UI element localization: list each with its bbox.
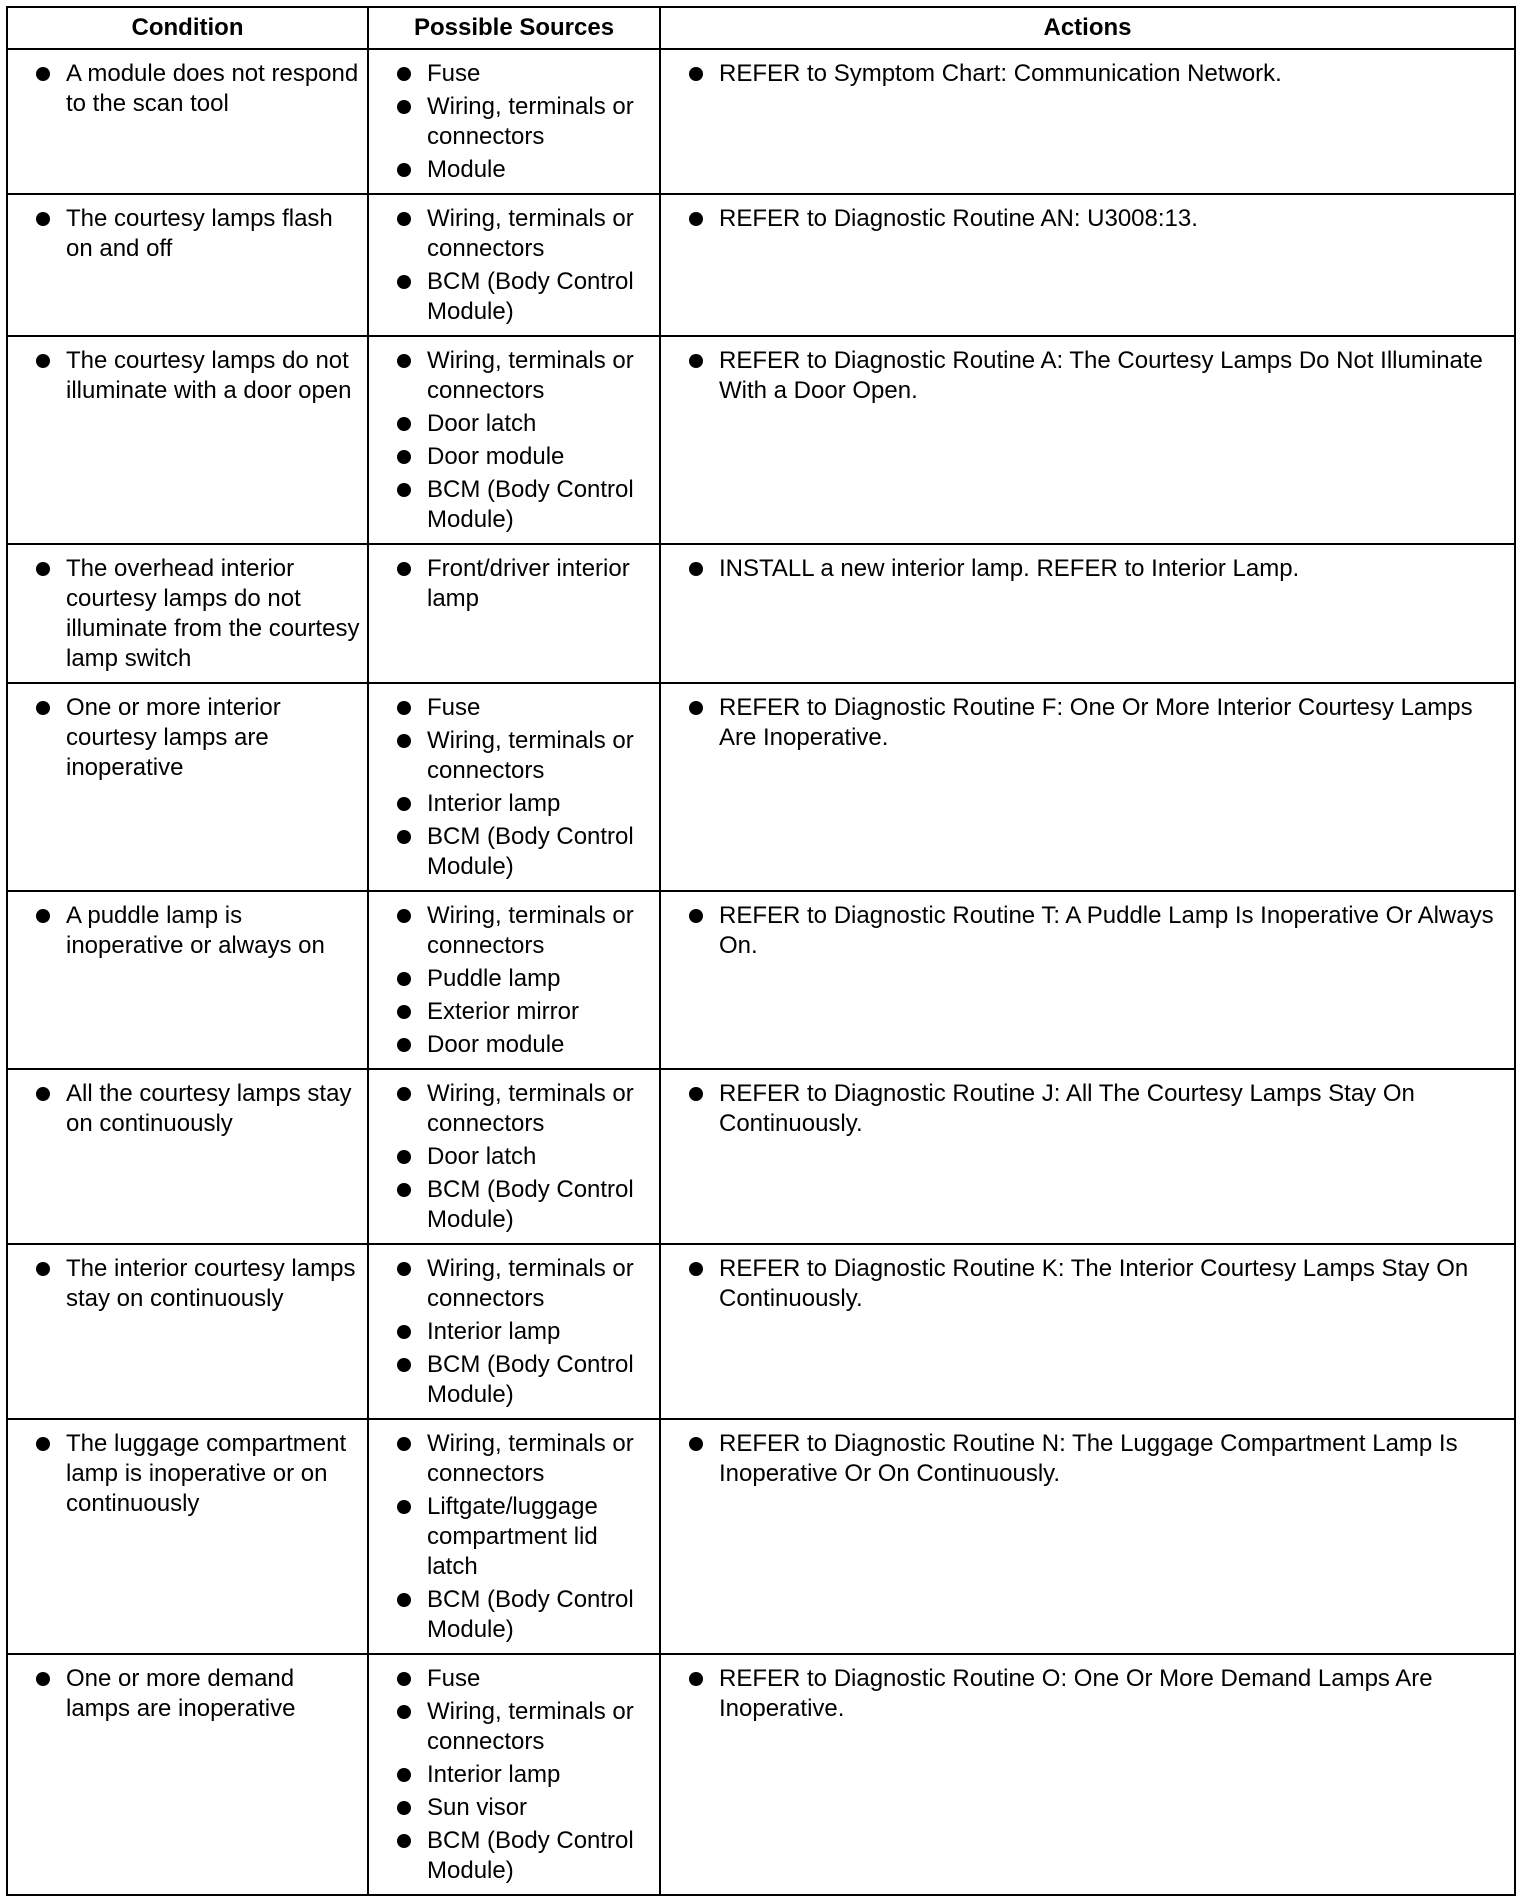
actions-list [667,204,1508,234]
condition-cell [7,1654,368,1895]
actions-list [667,693,1508,753]
actions-cell [660,1069,1515,1244]
sources-list [375,346,653,535]
condition-cell [7,891,368,1069]
actions-cell [660,544,1515,683]
symptom-chart-table [6,6,1516,1896]
bullet-item: Puddle lamp [375,964,653,994]
sources-list [375,554,653,614]
bullet-item: REFER to Diagnostic Routine J: All The Courtesy Lamps Stay On Continuously. [667,1079,1508,1139]
condition-list [14,1664,361,1724]
actions-cell [660,1419,1515,1654]
condition-list [14,1429,361,1519]
bullet-item: REFER to Diagnostic Routine K: The Interior Courtesy Lamps Stay On Continuously. [667,1254,1508,1314]
bullet-item: REFER to Diagnostic Routine A: The Courtesy Lamps Do Not Illuminate With a Door Open. [667,346,1508,406]
bullet-item: Wiring, terminals or connectors [375,346,653,406]
possible-sources-cell [368,336,660,544]
actions-list [667,1079,1508,1139]
condition-cell [7,49,368,194]
actions-list [667,59,1508,89]
condition-list [14,693,361,783]
actions-list [667,1429,1508,1489]
bullet-item: BCM (Body Control Module) [375,1350,653,1410]
bullet-item: Liftgate/luggage compartment lid latch [375,1492,653,1582]
bullet-item: Fuse [375,693,653,723]
condition-cell [7,194,368,336]
bullet-item: Wiring, terminals or connectors [375,204,653,264]
sources-list [375,1254,653,1410]
actions-list [667,1254,1508,1314]
actions-list [667,901,1508,961]
bullet-item: BCM (Body Control Module) [375,267,653,327]
header-condition: Condition [7,7,368,49]
bullet-item: Door module [375,442,653,472]
bullet-item: Wiring, terminals or connectors [375,92,653,152]
bullet-item: Fuse [375,1664,653,1694]
bullet-item: Wiring, terminals or connectors [375,1254,653,1314]
bullet-item: Interior lamp [375,789,653,819]
bullet-item: BCM (Body Control Module) [375,1175,653,1235]
bullet-item: REFER to Diagnostic Routine F: One Or More Interior Courtesy Lamps Are Inoperative. [667,693,1508,753]
bullet-item: A puddle lamp is inoperative or always on [14,901,361,961]
bullet-item: Door latch [375,1142,653,1172]
bullet-item: INSTALL a new interior lamp. REFER to Interior Lamp. [667,554,1508,584]
sources-list [375,693,653,882]
sources-list [375,1429,653,1645]
bullet-item: The overhead interior courtesy lamps do not illuminate from the courtesy lamp switch [14,554,361,674]
bullet-item: Interior lamp [375,1760,653,1790]
sources-list [375,1079,653,1235]
bullet-item: One or more demand lamps are inoperative [14,1664,361,1724]
actions-list [667,1664,1508,1724]
possible-sources-cell [368,1654,660,1895]
bullet-item: Door module [375,1030,653,1060]
actions-cell [660,1244,1515,1419]
bullet-item: Exterior mirror [375,997,653,1027]
table-row [7,194,1515,336]
header-actions: Actions [660,7,1515,49]
bullet-item: REFER to Diagnostic Routine N: The Luggage Compartment Lamp Is Inoperative Or On Continuously. [667,1429,1508,1489]
possible-sources-cell [368,683,660,891]
bullet-item: REFER to Symptom Chart: Communication Network. [667,59,1508,89]
bullet-item: BCM (Body Control Module) [375,1826,653,1886]
actions-cell [660,683,1515,891]
sources-list [375,204,653,327]
table-row [7,49,1515,194]
table-row [7,336,1515,544]
table-row [7,683,1515,891]
table-row [7,1244,1515,1419]
bullet-item: REFER to Diagnostic Routine AN: U3008:13. [667,204,1508,234]
header-row [7,7,1515,49]
table-row [7,1654,1515,1895]
condition-cell [7,544,368,683]
bullet-item: Wiring, terminals or connectors [375,1697,653,1757]
actions-list [667,554,1508,584]
bullet-item: Front/driver interior lamp [375,554,653,614]
actions-cell [660,1654,1515,1895]
condition-list [14,901,361,961]
possible-sources-cell [368,194,660,336]
condition-cell [7,1419,368,1654]
bullet-item: BCM (Body Control Module) [375,1585,653,1645]
condition-cell [7,1244,368,1419]
bullet-item: Module [375,155,653,185]
bullet-item: All the courtesy lamps stay on continuously [14,1079,361,1139]
bullet-item: Wiring, terminals or connectors [375,1079,653,1139]
bullet-item: Door latch [375,409,653,439]
table-row [7,1419,1515,1654]
bullet-item: Wiring, terminals or connectors [375,901,653,961]
condition-list [14,204,361,264]
sources-list [375,901,653,1060]
condition-cell [7,336,368,544]
bullet-item: Interior lamp [375,1317,653,1347]
condition-list [14,59,361,119]
bullet-item: The luggage compartment lamp is inoperative or on continuously [14,1429,361,1519]
condition-list [14,554,361,674]
condition-cell [7,1069,368,1244]
bullet-item: Wiring, terminals or connectors [375,1429,653,1489]
bullet-item: One or more interior courtesy lamps are inoperative [14,693,361,783]
bullet-item: Wiring, terminals or connectors [375,726,653,786]
bullet-item: Fuse [375,59,653,89]
table-row [7,891,1515,1069]
actions-cell [660,194,1515,336]
bullet-item: REFER to Diagnostic Routine T: A Puddle Lamp Is Inoperative Or Always On. [667,901,1508,961]
header-possible-sources: Possible Sources [368,7,660,49]
bullet-item: A module does not respond to the scan tool [14,59,361,119]
actions-cell [660,49,1515,194]
actions-cell [660,336,1515,544]
bullet-item: REFER to Diagnostic Routine O: One Or More Demand Lamps Are Inoperative. [667,1664,1508,1724]
table-body [7,49,1515,1895]
condition-list [14,1254,361,1314]
bullet-item: Sun visor [375,1793,653,1823]
actions-cell [660,891,1515,1069]
bullet-item: The courtesy lamps flash on and off [14,204,361,264]
condition-list [14,346,361,406]
sources-list [375,1664,653,1886]
condition-list [14,1079,361,1139]
possible-sources-cell [368,49,660,194]
bullet-item: The interior courtesy lamps stay on continuously [14,1254,361,1314]
condition-cell [7,683,368,891]
table-row [7,544,1515,683]
sources-list [375,59,653,185]
possible-sources-cell [368,891,660,1069]
bullet-item: BCM (Body Control Module) [375,475,653,535]
possible-sources-cell [368,1244,660,1419]
table-row [7,1069,1515,1244]
possible-sources-cell [368,544,660,683]
possible-sources-cell [368,1419,660,1654]
bullet-item: The courtesy lamps do not illuminate with a door open [14,346,361,406]
possible-sources-cell [368,1069,660,1244]
actions-list [667,346,1508,406]
bullet-item: BCM (Body Control Module) [375,822,653,882]
